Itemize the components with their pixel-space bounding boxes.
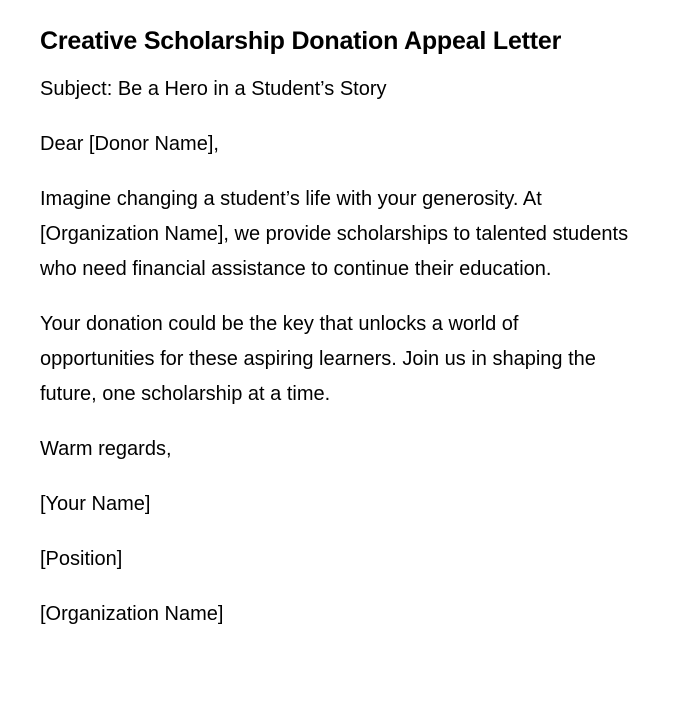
signature-organization: [Organization Name]: [40, 603, 224, 625]
signature-position: [Position]: [40, 548, 123, 570]
body-paragraph-1: Imagine changing a student’s life with your generosity. At [Organization Name], we provide scholarships to talented students who need financial assistance to continue their education.: [40, 188, 629, 280]
closing: Warm regards,: [40, 438, 172, 460]
salutation: Dear [Donor Name],: [40, 133, 219, 155]
body-paragraph-2: Your donation could be the key that unlocks a world of opportunities for these aspiring learners. Join us in shaping the future, one scholarship at a time.: [40, 313, 596, 405]
signature-name: [Your Name]: [40, 493, 151, 515]
document-title: Creative Scholarship Donation Appeal Letter: [40, 27, 562, 55]
subject-line: Subject: Be a Hero in a Student’s Story: [40, 78, 387, 100]
